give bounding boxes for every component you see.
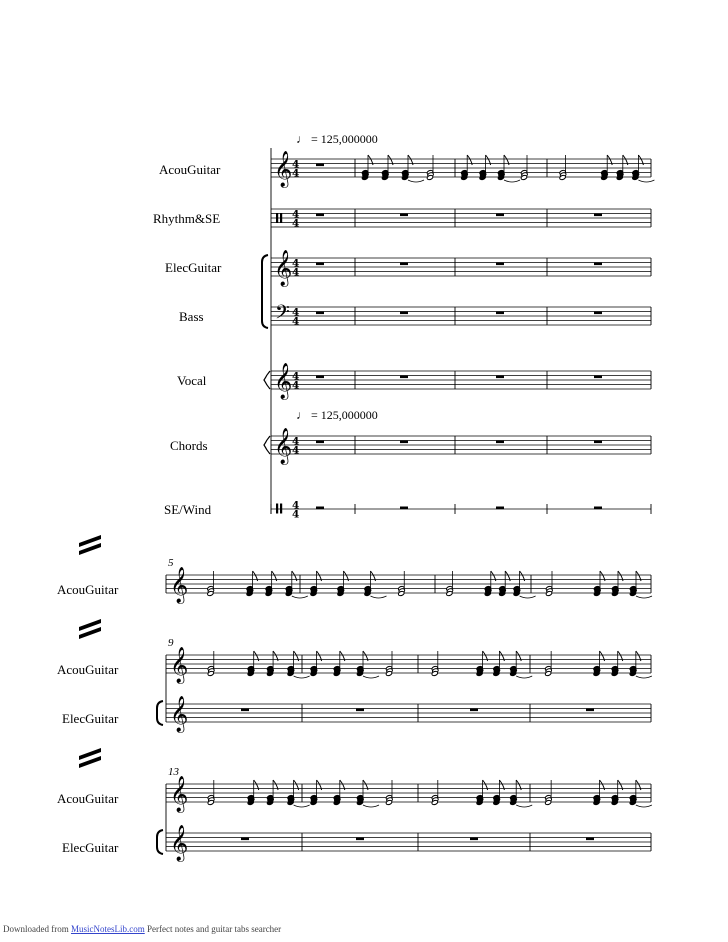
percussion-clef-icon xyxy=(276,213,278,223)
rest xyxy=(400,507,408,510)
treble-clef-icon: 𝄞 xyxy=(274,250,293,286)
rest xyxy=(316,441,324,444)
time-signature: 4 xyxy=(292,266,300,279)
tie xyxy=(363,805,379,807)
tie xyxy=(363,676,379,678)
time-signature: 4 xyxy=(292,379,300,392)
rest xyxy=(356,838,364,841)
instrument-label: ElecGuitar xyxy=(165,260,222,275)
quarter-note-icon: ♩ xyxy=(296,132,308,146)
rest xyxy=(586,838,594,841)
tie xyxy=(520,596,536,598)
instrument-label: ElecGuitar xyxy=(62,711,119,726)
percussion-clef-icon xyxy=(276,504,278,514)
rest xyxy=(496,312,504,315)
tie xyxy=(516,805,532,807)
rest xyxy=(400,214,408,217)
rest xyxy=(316,312,324,315)
bar-number: 5 xyxy=(168,557,174,569)
rest xyxy=(496,263,504,266)
footer-prefix: Downloaded from xyxy=(3,924,69,934)
treble-clef-icon: 𝄞 xyxy=(170,825,189,861)
treble-clef-icon: 𝄞 xyxy=(274,428,293,464)
time-signature: 4 xyxy=(292,444,300,457)
treble-clef-icon: 𝄞 xyxy=(274,151,293,187)
rest xyxy=(400,312,408,315)
tie xyxy=(504,180,520,182)
rest xyxy=(316,376,324,379)
tempo-marking-1: ♩ = 125,000000 xyxy=(296,132,378,146)
instrument-label: Vocal xyxy=(177,373,207,388)
tie xyxy=(516,676,532,678)
tie xyxy=(294,676,310,678)
bar-number: 9 xyxy=(168,637,174,649)
rest xyxy=(400,376,408,379)
rest xyxy=(496,441,504,444)
rest xyxy=(316,164,324,167)
bracket xyxy=(157,830,163,854)
rest xyxy=(241,838,249,841)
instrument-label: AcouGuitar xyxy=(57,582,119,597)
time-signature: 4 xyxy=(292,167,300,180)
tie xyxy=(294,805,310,807)
rest xyxy=(316,507,324,510)
instrument-label: Bass xyxy=(179,309,204,324)
treble-clef-icon: 𝄞 xyxy=(170,567,189,603)
time-signature: 4 xyxy=(292,435,300,448)
rest xyxy=(594,507,602,510)
instrument-label: AcouGuitar xyxy=(57,662,119,677)
instrument-label: Rhythm&SE xyxy=(153,211,221,226)
bar-number: 13 xyxy=(168,766,179,778)
rest xyxy=(496,376,504,379)
rest xyxy=(316,263,324,266)
music-notes-lib-link[interactable]: MusicNotesLib.com xyxy=(70,924,145,934)
time-signature: 4 xyxy=(292,306,300,319)
rest xyxy=(586,709,594,712)
time-signature: 4 xyxy=(292,499,300,512)
time-signature: 4 xyxy=(292,370,300,383)
rest xyxy=(316,214,324,217)
bass-clef-icon: 𝄢 xyxy=(275,302,290,328)
footer-suffix: Perfect notes and guitar tabs searcher xyxy=(146,924,282,934)
instrument-label: Chords xyxy=(170,438,208,453)
rest xyxy=(400,263,408,266)
tie xyxy=(636,805,652,807)
instrument-label: SE/Wind xyxy=(164,502,212,517)
tempo-marking-2: ♩ = 125,000000 xyxy=(296,408,378,422)
bracket xyxy=(262,255,268,328)
treble-clef-icon: 𝄞 xyxy=(170,776,189,812)
rest xyxy=(594,376,602,379)
treble-clef-icon: 𝄞 xyxy=(274,363,293,399)
instrument-label: AcouGuitar xyxy=(159,162,221,177)
tie xyxy=(636,596,652,598)
treble-clef-icon: 𝄞 xyxy=(170,696,189,732)
brace xyxy=(264,436,270,454)
rest xyxy=(241,709,249,712)
tie xyxy=(371,596,387,598)
bracket xyxy=(157,701,163,725)
quarter-note-icon: ♩ xyxy=(296,408,308,422)
rest xyxy=(496,214,504,217)
rest xyxy=(594,441,602,444)
tie xyxy=(408,180,424,182)
instrument-label: ElecGuitar xyxy=(62,840,119,855)
time-signature: 4 xyxy=(292,158,300,171)
rest xyxy=(356,709,364,712)
rest xyxy=(594,312,602,315)
tie xyxy=(638,180,654,182)
instrument-label: AcouGuitar xyxy=(57,791,119,806)
rest xyxy=(594,214,602,217)
treble-clef-icon: 𝄞 xyxy=(170,647,189,683)
rest xyxy=(594,263,602,266)
time-signature: 4 xyxy=(292,217,300,230)
rest xyxy=(496,507,504,510)
brace xyxy=(264,371,270,389)
time-signature: 4 xyxy=(292,508,300,521)
time-signature: 4 xyxy=(292,315,300,328)
tie xyxy=(292,596,308,598)
time-signature: 4 xyxy=(292,257,300,270)
percussion-clef-icon xyxy=(280,213,282,223)
rest xyxy=(470,838,478,841)
time-signature: 4 xyxy=(292,208,300,221)
rest xyxy=(400,441,408,444)
percussion-clef-icon xyxy=(280,504,282,514)
tie xyxy=(636,676,652,678)
rest xyxy=(470,709,478,712)
